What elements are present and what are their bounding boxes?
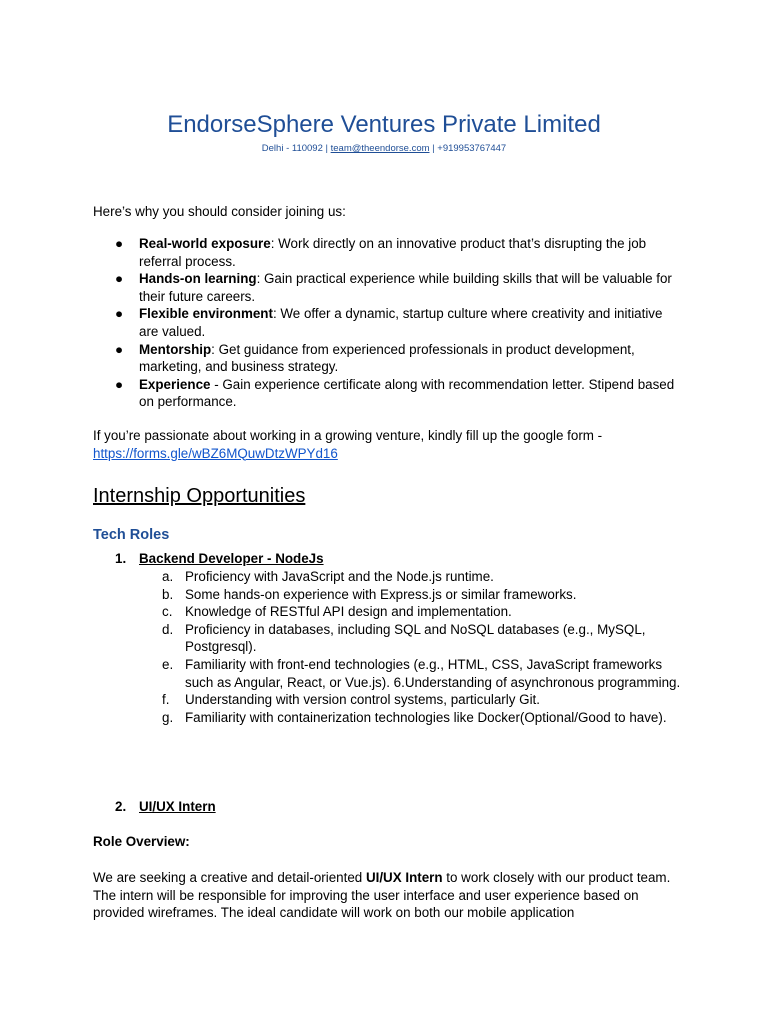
contact-location: Delhi - 110092 | bbox=[261, 143, 331, 154]
list-item bbox=[93, 621, 683, 656]
reason-title: Experience bbox=[139, 376, 211, 392]
subsection-heading: Tech Roles bbox=[93, 527, 170, 543]
list-item bbox=[93, 656, 683, 691]
backend-requirements-list bbox=[93, 568, 683, 726]
list-item bbox=[93, 305, 683, 340]
requirement-text: Proficiency in databases, including SQL and NoSQL databases (e.g., MySQL, Postgresql). bbox=[185, 621, 646, 655]
list-item bbox=[93, 586, 683, 604]
list-item bbox=[93, 341, 683, 376]
requirement-text: Some hands-on experience with Express.js or similar frameworks. bbox=[185, 586, 577, 602]
bullet-icon: ● bbox=[115, 271, 124, 287]
requirement-text: Familiarity with containerization technologies like Docker(Optional/Good to have). bbox=[185, 709, 667, 725]
overview-text-post: to work closely with our product team. The intern will be responsible for improving the user interface and user experience based on provided wireframes. The ideal candidate will work on both our mobile application bbox=[93, 870, 671, 921]
role-overview-paragraph bbox=[93, 869, 683, 922]
overview-text-pre: We are seeking a creative and detail-oriented bbox=[93, 870, 366, 885]
contact-email-link[interactable]: team@theendorse.com bbox=[330, 143, 430, 154]
reason-title: Mentorship bbox=[139, 341, 212, 357]
reason-text: : Gain practical experience while building skills that will be valuable for their future careers. bbox=[139, 271, 672, 304]
section-heading: Internship Opportunities bbox=[93, 485, 306, 507]
apply-text: If you’re passionate about working in a growing venture, kindly fill up the google form - bbox=[93, 428, 603, 443]
contact-line bbox=[0, 142, 768, 156]
contact-separator: | bbox=[429, 143, 438, 154]
overview-text-bold: UI/UX Intern bbox=[365, 870, 443, 885]
item-letter: b. bbox=[162, 586, 174, 602]
reason-text: : Get guidance from experienced professionals in product development, marketing, and business strategy. bbox=[139, 341, 635, 375]
bullet-icon: ● bbox=[115, 341, 124, 357]
list-item bbox=[93, 270, 683, 305]
bullet-icon: ● bbox=[115, 306, 124, 322]
item-letter: g. bbox=[162, 709, 174, 725]
item-letter: a. bbox=[162, 569, 174, 584]
role-number: 1. bbox=[115, 551, 127, 566]
role-number: 2. bbox=[115, 799, 127, 814]
list-item bbox=[93, 603, 683, 621]
reason-title: Hands-on learning bbox=[139, 271, 257, 287]
list-item bbox=[93, 568, 683, 586]
item-letter: c. bbox=[162, 604, 173, 620]
bullet-icon: ● bbox=[115, 236, 124, 251]
list-item bbox=[93, 235, 683, 270]
item-letter: d. bbox=[162, 621, 174, 637]
intro-text: Here’s why you should consider joining us: bbox=[93, 204, 346, 219]
reason-text: : Work directly on an innovative product that’s disrupting the job referral process. bbox=[139, 236, 647, 269]
contact-phone: +919953767447 bbox=[437, 143, 507, 154]
reason-title: Real-world exposure bbox=[139, 236, 271, 251]
requirement-text: Proficiency with JavaScript and the Node.js runtime. bbox=[185, 569, 494, 584]
requirement-text: Familiarity with front-end technologies (e.g., HTML, CSS, JavaScript frameworks such as Angular, React, or Vue.js). 6.Understanding of asynchronous programming. bbox=[185, 656, 681, 690]
bullet-icon: ● bbox=[115, 376, 124, 392]
reason-text: - Gain experience certificate along with recommendation letter. Stipend based on performance. bbox=[139, 376, 675, 410]
list-item bbox=[93, 376, 683, 411]
company-title: EndorseSphere Ventures Private Limited bbox=[167, 111, 601, 138]
role-overview-heading: Role Overview: bbox=[93, 834, 190, 849]
list-item bbox=[93, 691, 683, 709]
requirement-text: Understanding with version control systems, particularly Git. bbox=[185, 692, 540, 708]
reasons-list bbox=[93, 235, 683, 411]
requirement-text: Knowledge of RESTful API design and implementation. bbox=[185, 604, 512, 620]
item-letter: f. bbox=[162, 692, 170, 708]
role-title: UI/UX Intern bbox=[139, 799, 216, 814]
list-item bbox=[93, 709, 683, 727]
role-title: Backend Developer - NodeJs bbox=[139, 551, 324, 566]
item-letter: e. bbox=[162, 656, 174, 672]
apply-paragraph bbox=[93, 427, 683, 462]
reason-title: Flexible environment bbox=[139, 306, 273, 322]
google-form-link[interactable]: https://forms.gle/wBZ6MQuwDtzWPYd16 bbox=[93, 445, 338, 461]
reason-text: : We offer a dynamic, startup culture where creativity and initiative are valued. bbox=[139, 306, 663, 339]
